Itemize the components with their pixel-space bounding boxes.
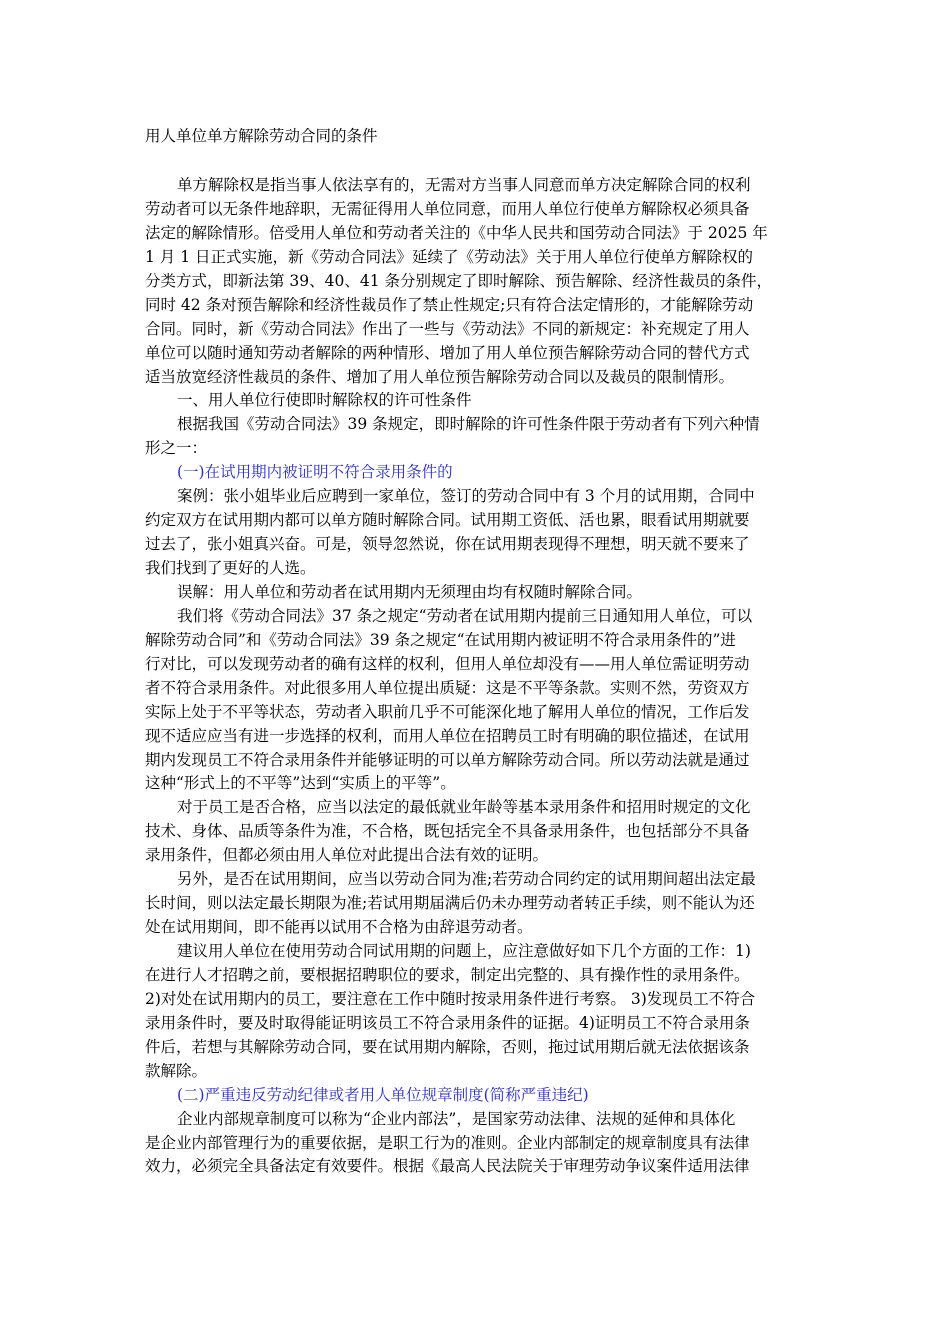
text-line: 过去了，张小姐真兴奋。可是，领导忽然说，你在试用期表现得不理想，明天就不要来了 [145, 535, 750, 554]
text-line: 我们找到了更好的人选。 [145, 559, 316, 577]
text-line: 我们将《劳动合同法》37 条之规定“劳动者在试用期内提前三日通知用人单位，可以 [177, 606, 753, 625]
document-body [145, 174, 810, 1179]
text-line: 长时间，则以法定最长期限为准;若试用期届满后仍未办理劳动者转正手续，则不能认为还 [145, 894, 755, 913]
section-heading: (二)严重违反劳动纪律或者用人单位规章制度(简称严重违纪) [177, 1085, 589, 1104]
text-line: 款解除。 [145, 1061, 208, 1080]
text-line: 处在试用期间，即不能再以试用不合格为由辞退劳动者。 [145, 918, 533, 937]
text-line: 1 月 1 日正式实施，新《劳动合同法》延续了《劳动法》关于用人单位行使单方解除权的 [145, 247, 754, 266]
text-line: 另外，是否在试用期间，应当以劳动合同为准;若劳动合同约定的试用期间超出法定最 [177, 870, 756, 889]
text-line: 建议用人单位在使用劳动合同试用期的问题上，应注意做好如下几个方面的工作：1) [177, 942, 751, 960]
text-line: 在进行人才招聘之前，要根据招聘职位的要求，制定出完整的、具有操作性的录用条件。 [145, 965, 750, 984]
text-line: 根据我国《劳动合同法》39 条规定，即时解除的许可性条件限于劳动者有下列六种情 [177, 415, 760, 434]
text-line: 者不符合录用条件。对此很多用人单位提出质疑：这是不平等条款。实则不然，劳资双方 [145, 678, 750, 697]
text-line: 约定双方在试用期内都可以单方随时解除合同。试用期工资低、活也累，眼看试用期就要 [145, 511, 750, 530]
text-line: 效力，必须完全具备法定有效要件。根据《最高人民法院关于审理劳动争议案件适用法律 [145, 1157, 750, 1176]
text-line: 一、用人单位行使即时解除权的许可性条件 [177, 391, 472, 410]
text-line: 现不适应应当有进一步选择的权利，而用人单位在招聘员工时有明确的职位描述，在试用 [145, 726, 750, 745]
text-line: 同时 42 条对预告解除和经济性裁员作了禁止性规定;只有符合法定情形的，才能解除劳动 [145, 295, 754, 314]
text-line: 形之一： [145, 439, 208, 458]
text-line: 对于员工是否合格，应当以法定的最低就业年龄等基本录用条件和招用时规定的文化 [177, 798, 751, 817]
text-line: 适当放宽经济性裁员的条件、增加了用人单位预告解除劳动合同以及裁员的限制情形。 [145, 367, 735, 386]
text-line: 单方解除权是指当事人依法享有的，无需对方当事人同意而单方决定解除合同的权利 [177, 176, 751, 194]
text-line: 劳动者可以无条件地辞职，无需征得用人单位同意，而用人单位行使单方解除权必须具备 [145, 199, 750, 218]
text-line: 这种“形式上的不平等”达到“实质上的平等”。 [145, 774, 456, 793]
text-line: 技术、身体、品质等条件为准，不合格，既包括完全不具备录用条件，也包括部分不具备 [145, 822, 750, 841]
section-heading: (一)在试用期内被证明不符合录用条件的 [177, 463, 453, 482]
text-line: 期内发现员工不符合录用条件并能够证明的可以单方解除劳动合同。所以劳动法就是通过 [145, 750, 750, 769]
text-line: 是企业内部管理行为的重要依据，是职工行为的准则。企业内部制定的规章制度具有法律 [145, 1133, 750, 1152]
text-line: 法定的解除情形。倍受用人单位和劳动者关注的《中华人民共和国劳动合同法》于 2025 年 [145, 223, 768, 242]
text-line: 分类方式，即新法第 39、40、41 条分别规定了即时解除、预告解除、经济性裁员的条件， [145, 271, 773, 290]
text-line: 行对比，可以发现劳动者的确有这样的权利，但用人单位却没有——用人单位需证明劳动 [145, 654, 750, 673]
text-line: 件后，若想与其解除劳动合同，要在试用期内解除，否则，拖过试用期后就无法依据该条 [145, 1037, 750, 1056]
text-line: 误解：用人单位和劳动者在试用期内无须理由均有权随时解除合同。 [177, 582, 643, 601]
text-line: 解除劳动合同”和《劳动合同法》39 条之规定“在试用期内被证明不符合录用条件的”进 [145, 630, 736, 649]
text-line: 合同。同时，新《劳动合同法》作出了一些与《劳动法》不同的新规定：补充规定了用人 [145, 319, 750, 338]
document-title: 用人单位单方解除劳动合同的条件 [145, 127, 378, 145]
text-line: 案例：张小姐毕业后应聘到一家单位，签订的劳动合同中有 3 个月的试用期，合同中 [177, 487, 755, 506]
text-line: 实际上处于不平等状态，劳动者入职前几乎不可能深化地了解用人单位的情况，工作后发 [145, 702, 750, 721]
text-line: 单位可以随时通知劳动者解除的两种情形、增加了用人单位预告解除劳动合同的替代方式 [145, 343, 750, 362]
text-line: 录用条件，但都必须由用人单位对此提出合法有效的证明。 [145, 846, 549, 865]
text-line: 录用条件时，要及时取得能证明该员工不符合录用条件的证据。4)证明员工不符合录用条 [145, 1013, 750, 1032]
text-line: 2)对处在试用期内的员工，要注意在工作中随时按录用条件进行考察。 3)发现员工不符合 [145, 989, 756, 1008]
text-line: 企业内部规章制度可以称为“企业内部法”，是国家劳动法律、法规的延伸和具体化 [177, 1109, 736, 1128]
